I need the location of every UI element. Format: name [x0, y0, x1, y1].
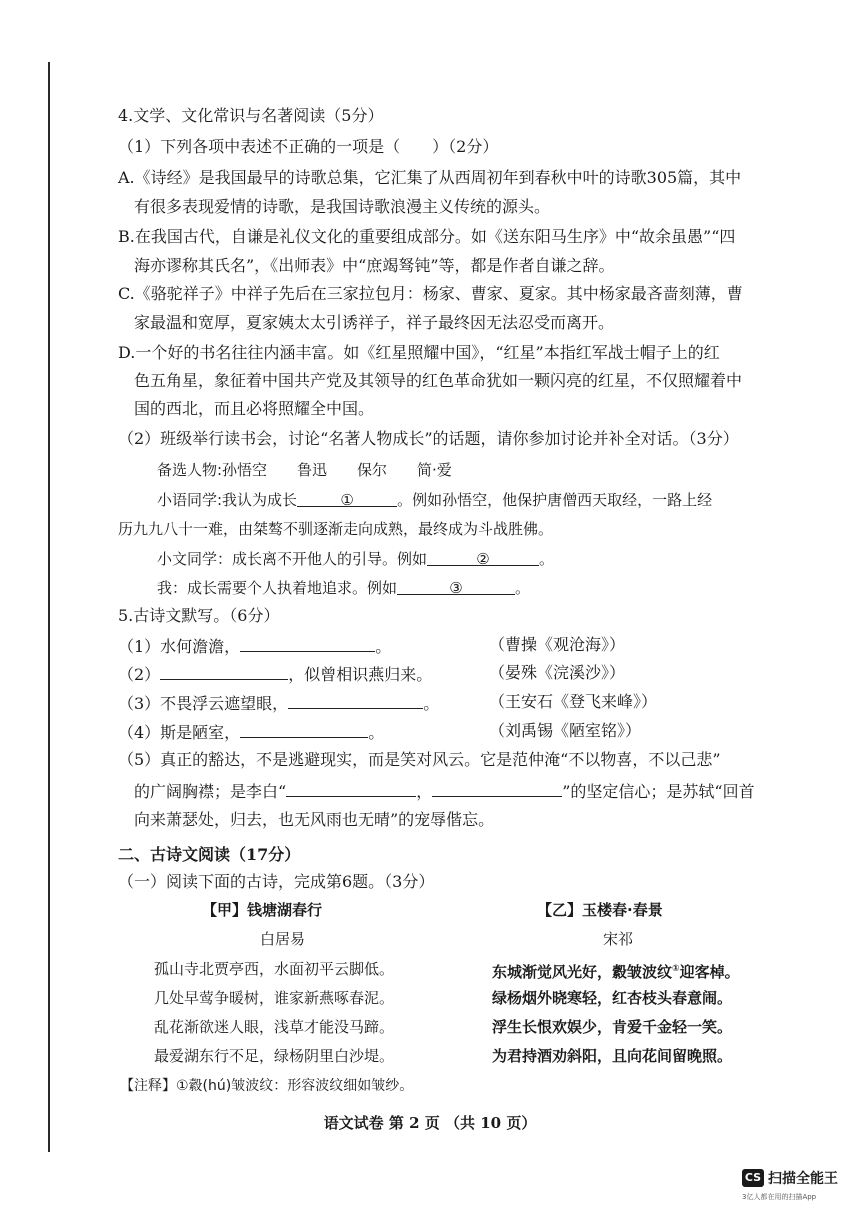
- camscanner-tagline: 3亿人都在用的扫描App: [742, 1193, 817, 1201]
- q5-item5-line2: [134, 780, 755, 802]
- q5-item1-source: （曹操《观沧海》）: [489, 635, 626, 654]
- poem-yi-author: 宋祁: [603, 930, 634, 948]
- q5-item3-text: （3）不畏浮云遮望眼，: [118, 694, 289, 713]
- q5-item2-source: （晏殊《浣溪沙》）: [489, 663, 626, 682]
- xiaoyu-suffix: 。例如孙悟空，他保护唐僧西天取经，一路上经: [397, 491, 713, 509]
- q5-item1: [118, 635, 391, 657]
- q5-item3-source: （王安石《登飞来峰》）: [489, 692, 658, 711]
- me-period: 。: [515, 579, 531, 597]
- q5-item2-prefix: （2）: [118, 665, 161, 684]
- poem-jia-line: 最爱湖东行不足，绿杨阴里白沙堤。: [154, 1047, 395, 1065]
- blank-2[interactable]: ②: [427, 549, 539, 566]
- q5-item3-period: 。: [423, 694, 440, 713]
- q5-item5-blank-b[interactable]: [432, 780, 562, 797]
- poem-jia-line: 乱花渐欲迷人眼，浅草才能没马蹄。: [154, 1018, 395, 1036]
- footnote-marker: ①: [672, 964, 680, 974]
- poem-yi-line: 绿杨烟外晓寒轻，红杏枝头春意闹。: [492, 989, 733, 1007]
- q4-option-a-line2: 有很多表现爱情的诗歌，是我国诗歌浪漫主义传统的源头。: [134, 197, 551, 216]
- q5-item2-text: ，似曾相识燕归来。: [288, 665, 433, 684]
- section2-sub: （一）阅读下面的古诗，完成第6题。（3分）: [118, 872, 435, 891]
- q5-item4-source: （刘禹锡《陋室铭》）: [489, 721, 642, 740]
- q5-item1-blank[interactable]: [240, 635, 375, 652]
- q5-title: 5.古诗文默写。（6分）: [118, 606, 280, 625]
- q5-item4-period: 。: [368, 723, 385, 742]
- xiaowen-prefix: 小文同学：成长离不开他人的引导。例如: [157, 550, 428, 568]
- poem-yi-line1-post: 迎客棹。: [679, 963, 740, 981]
- q4-me-line: [157, 578, 530, 598]
- q4-option-c-line2: 家最温和宽厚，夏家姨太太引诱祥子，祥子最终因无法忍受而离开。: [134, 313, 615, 332]
- camscanner-logo-icon: CS: [742, 1169, 764, 1187]
- q4-option-b-line2: 海亦谬称其氏名”，《出师表》中“庶竭驽钝”等，都是作者自谦之辞。: [134, 256, 615, 275]
- poem-jia-line: 几处早莺争暖树，谁家新燕啄春泥。: [154, 989, 395, 1007]
- q5-item2: [118, 663, 432, 685]
- xiaoyu-prefix: 小语同学:我认为成长: [157, 491, 298, 509]
- poem-yi-title: 【乙】玉楼春·春景: [537, 901, 663, 919]
- q5-item3: [118, 692, 439, 714]
- q4-xiaoyu-line1: [157, 490, 712, 510]
- q5-item1-period: 。: [375, 637, 392, 656]
- q5-item5-line3: 向来萧瑟处，归去，也无风雨也无晴”的宠辱偕忘。: [134, 810, 495, 829]
- poem-jia-author: 白居易: [260, 930, 306, 948]
- q5-item1-text: （1）水何澹澹，: [118, 637, 241, 656]
- q5-item5-line1: （5）真正的豁达，不是逃避现实，而是笑对风云。它是范仲淹“不以物喜，不以己悲”: [118, 750, 721, 769]
- annotation-note: 【注释】①縠(hú)皱波纹：形容波纹细如皱纱。: [120, 1078, 414, 1094]
- me-prefix: 我：成长需要个人执着地追求。例如: [157, 579, 398, 597]
- q4-candidates: 备选人物:孙悟空 鲁迅 保尔 简·爱: [157, 461, 452, 479]
- poem-jia-title: 【甲】钱塘湖春行: [202, 901, 323, 919]
- q4-xiaowen-line: [157, 549, 554, 569]
- poem-jia-line: 孤山寺北贾亭西，水面初平云脚低。: [154, 960, 395, 978]
- blank-3[interactable]: ③: [397, 578, 515, 595]
- q5-item5-blank-a[interactable]: [286, 780, 416, 797]
- blank-1[interactable]: ①: [297, 490, 397, 507]
- section2-title: 二、古诗文阅读（17分）: [118, 845, 301, 864]
- q4-option-d-line3: 国的西北，而且必将照耀全中国。: [134, 399, 375, 418]
- camscanner-name: 扫描全能王: [768, 1171, 838, 1187]
- q5-item3-blank[interactable]: [288, 692, 423, 709]
- q4-option-a-line1: A.《诗经》是我国最早的诗歌总集，它汇集了从西周初年到春秋中叶的诗歌305篇，其中: [118, 168, 742, 187]
- q4-option-d-line1: D.一个好的书名往往内涵丰富。如《红星照耀中国》，“红星”本指红军战士帽子上的红: [118, 343, 720, 362]
- poem-yi-line1-pre: 东城渐觉风光好，縠皱波纹: [492, 963, 673, 981]
- q4-title: 4.文学、文化常识与名著阅读（5分）: [118, 106, 384, 125]
- q5-item5-suffix: ”的坚定信心；是苏轼“回首: [562, 782, 755, 801]
- q4-xiaoyu-line2: 历九九八十一难，由桀骜不驯逐渐走向成熟，最终成为斗战胜佛。: [118, 520, 554, 538]
- poem-yi-line: 浮生长恨欢娱少，肯爱千金轻一笑。: [492, 1018, 733, 1036]
- page-footer: 语文试卷 第 2 页 （共 10 页）: [323, 1114, 537, 1132]
- q5-item4-blank[interactable]: [240, 721, 368, 738]
- q4-option-d-line2: 色五角星，象征着中国共产党及其领导的红色革命犹如一颗闪亮的红星，不仅照耀着中: [134, 371, 743, 390]
- q5-item4-text: （4）斯是陋室，: [118, 723, 241, 742]
- q5-item5-comma: ，: [416, 782, 433, 801]
- binding-line: [48, 62, 50, 1152]
- q4-sub1: （1）下列各项中表述不正确的一项是（ ）（2分）: [118, 137, 499, 156]
- poem-yi-line: 为君持酒劝斜阳，且向花间留晚照。: [492, 1047, 733, 1065]
- q5-item4: [118, 721, 384, 743]
- q4-sub2: （2）班级举行读书会，讨论“名著人物成长”的话题，请你参加讨论并补全对话。（3分）: [118, 429, 739, 448]
- q5-item5-prefix: 的广阔胸襟；是李白“: [134, 782, 287, 801]
- q4-option-b-line1: B.在我国古代，自谦是礼仪文化的重要组成部分。如《送东阳马生序》中“故余虽愚”“四: [118, 227, 736, 246]
- q4-option-c-line1: C.《骆驼祥子》中祥子先后在三家拉包月：杨家、曹家、夏家。其中杨家最吝啬刻薄，曹: [118, 284, 743, 303]
- q5-item2-blank[interactable]: [160, 663, 288, 680]
- xiaowen-period: 。: [539, 550, 555, 568]
- poem-yi-line: [492, 959, 740, 982]
